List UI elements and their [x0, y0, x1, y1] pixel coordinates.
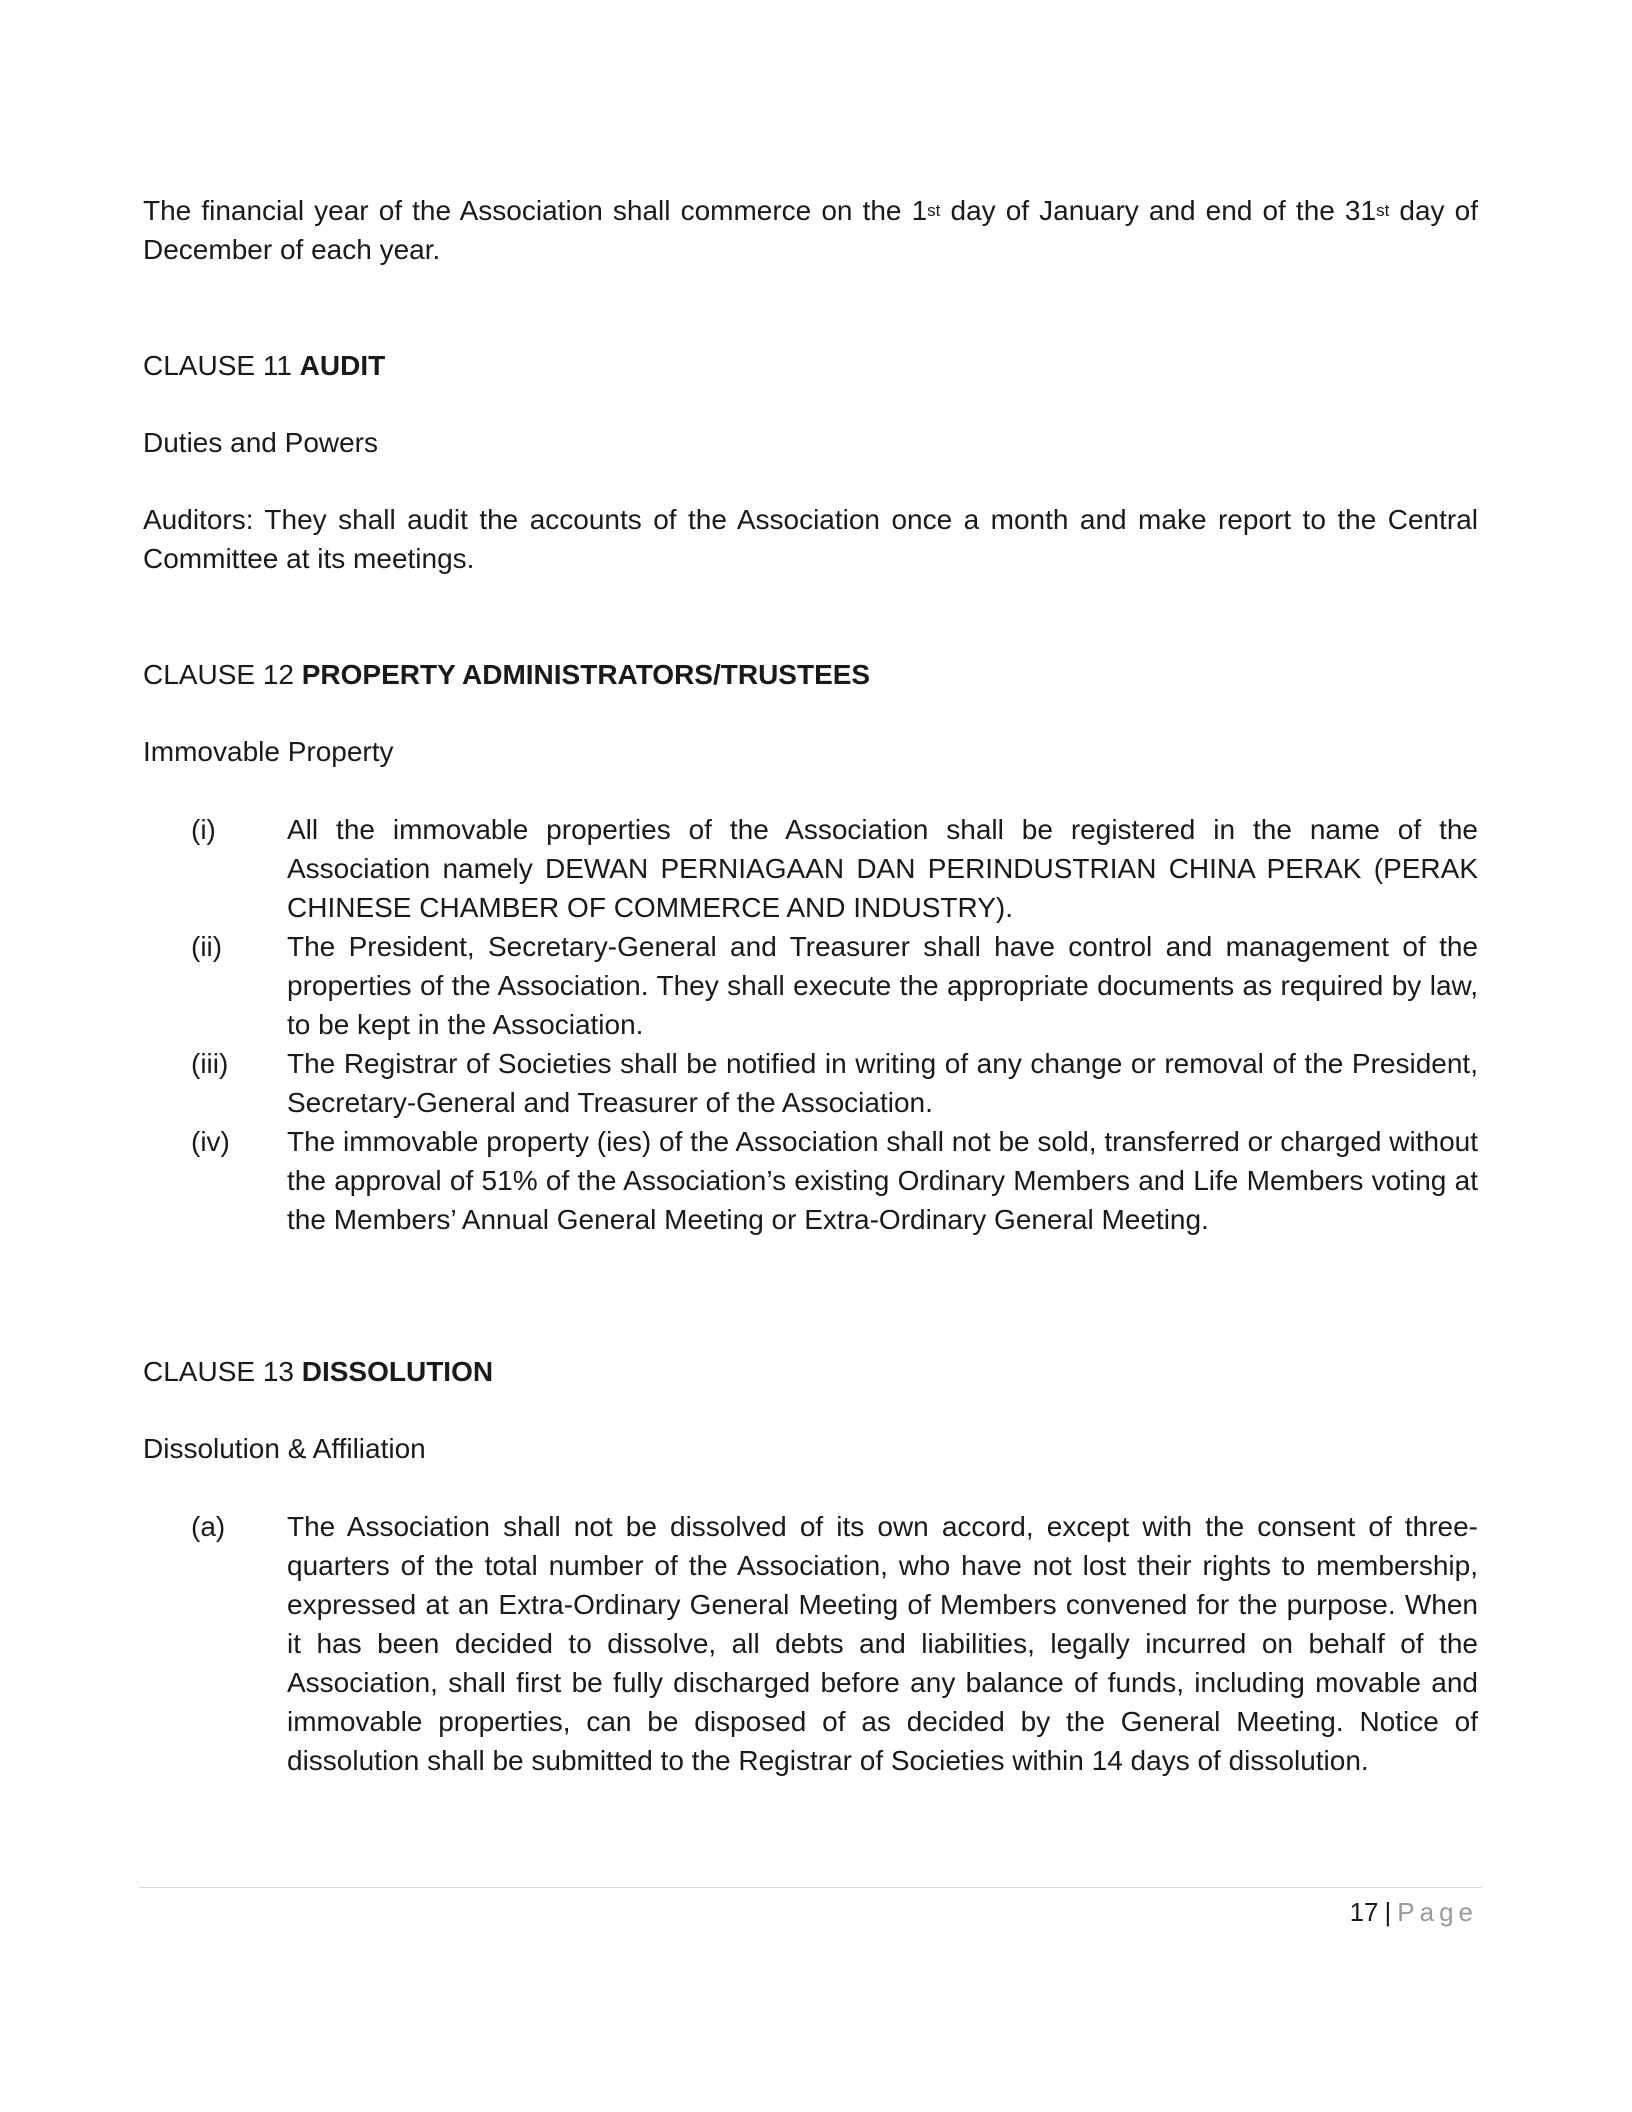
list-item — [143, 1507, 1478, 1780]
clause-12-subheading: Immovable Property — [143, 736, 394, 767]
page-label: Page — [1397, 1897, 1478, 1927]
clause-11-prefix: CLAUSE 11 — [143, 350, 300, 381]
financial-year-paragraph — [143, 191, 1478, 269]
clause-11-subheading: Duties and Powers — [143, 427, 379, 458]
list-item-number: (ii) — [191, 931, 223, 962]
clause-13-title: DISSOLUTION — [301, 1356, 494, 1387]
footer-divider — [139, 1887, 1482, 1888]
clause-13-prefix: CLAUSE 13 — [143, 1356, 302, 1387]
clause-13-heading — [143, 1352, 1478, 1391]
page-separator: | — [1384, 1897, 1392, 1927]
list-item-text: The President, Secretary-General and Treasurer shall have control and management of the properties of the Association. They shall execute the appropriate documents as required by law, to be kept in the Association. — [287, 931, 1478, 1040]
list-item-number: (a) — [191, 1511, 226, 1542]
clause-13-subheading: Dissolution & Affiliation — [143, 1433, 426, 1464]
list-item-text: The immovable property (ies) of the Association shall not be sold, transferred or charged without the approval of 51% of the Association’s existing Ordinary Members and Life Members voting at the Members’ Annual General Meeting or Extra-Ordinary General Meeting. — [287, 1126, 1478, 1235]
clause-12-title: PROPERTY ADMINISTRATORS/TRUSTEES — [301, 659, 871, 690]
list-item-text: The Association shall not be dissolved of its own accord, except with the consent of three-quarters of the total number of the Association, who have not lost their rights to membership, expressed at an Extra-Ordinary General Meeting of Members convened for the purpose. When it has been decided to dissolve, all debts and liabilities, legally incurred on behalf of the Association, shall first be fully discharged before any balance of funds, including movable and immovable properties, can be disposed of as decided by the General Meeting. Notice of dissolution shall be submitted to the Registrar of Societies within 14 days of dissolution. — [287, 1511, 1478, 1776]
list-item-number: (iii) — [191, 1048, 229, 1079]
list-item-number: (iv) — [191, 1126, 230, 1157]
clause-11-paragraph: Auditors: They shall audit the accounts of the Association once a month and make report to the Central Committee at its meetings. — [143, 504, 1478, 574]
financial-year-text-2: day of January and end of the 31 — [940, 195, 1377, 226]
list-item-text: All the immovable properties of the Association shall be registered in the name of the Association namely DEWAN PERNIAGAAN DAN PERINDUSTRIAN CHINA PERAK (PERAK CHINESE CHAMBER OF COMMERCE AND INDUSTRY). — [287, 814, 1478, 923]
clause-12-heading — [143, 655, 1478, 694]
list-item — [143, 1122, 1478, 1239]
page-footer — [1350, 1895, 1478, 1929]
ordinal-suffix: st — [927, 201, 941, 220]
list-item — [143, 1044, 1478, 1122]
clause-12-list — [143, 810, 1478, 1239]
clause-11-heading — [143, 346, 1478, 385]
clause-13-list — [143, 1507, 1478, 1780]
list-item-number: (i) — [191, 814, 216, 845]
clause-12-prefix: CLAUSE 12 — [143, 659, 302, 690]
page-number: 17 — [1349, 1897, 1379, 1927]
list-item — [143, 927, 1478, 1044]
financial-year-text-3: day of December of each year. — [143, 195, 1479, 265]
ordinal-suffix: st — [1376, 201, 1390, 220]
list-item-text: The Registrar of Societies shall be notified in writing of any change or removal of the President, Secretary-General and Treasurer of the Association. — [287, 1048, 1478, 1118]
list-item — [143, 810, 1478, 927]
financial-year-text-1: The financial year of the Association shall commerce on the 1 — [143, 195, 928, 226]
clause-11-title: AUDIT — [299, 350, 386, 381]
